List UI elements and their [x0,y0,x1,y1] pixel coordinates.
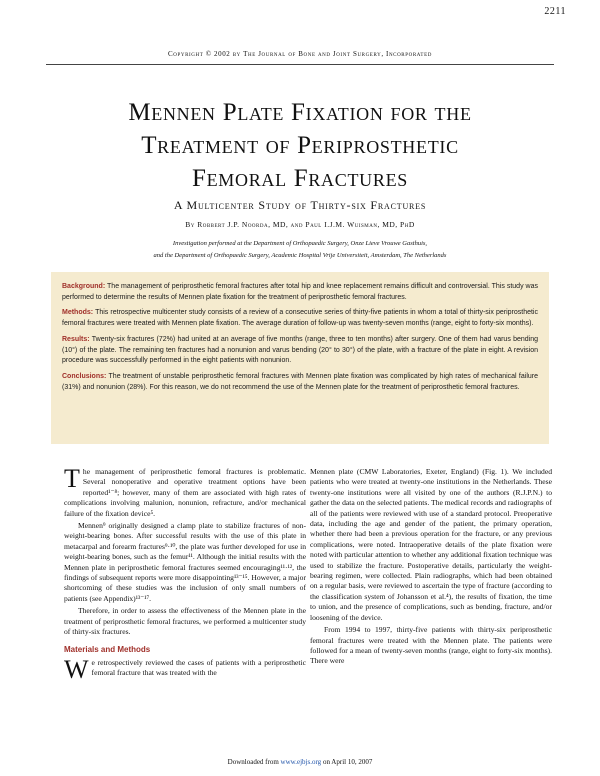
intro-paragraph-3: Therefore, in order to assess the effectiveness of the Mennen plate in the treatment of periprosthetic femoral fractures, we performed a multicenter study of thirty-six fractures. [64,606,306,637]
methods-paragraph-1 [64,654,306,684]
intro-paragraph-1-text: he management of periprosthetic femoral fractures is problematic. Several nonoperative and operative treatment options have been reported¹⁻⁸; however, many of them are associated with high rates of complications involving malunion, nonunion, refracture, and/or mechanical failure of the fixation device⁵. [64,467,306,518]
footer-suffix: on April 10, 2007 [321,758,373,766]
abstract-results-label: Results: [62,335,90,343]
author-line: By Robbert J.P. Noorda, MD, and Paul I.J.M. Wuisman, MD, PhD [185,220,415,229]
title-line-1: Mennen Plate Fixation for the [128,99,472,126]
methods-paragraph-2: From 1994 to 1997, thirty-five patients with thirty-six periprosthetic femoral fractures were treated with the Mennen plate. The patients were followed for a mean of twenty-seven months (range, eight to forty-six months). There were [310,625,552,666]
header-rule [46,64,554,65]
abstract-results [62,335,538,367]
affiliation [0,238,600,262]
intro-paragraph-1 [64,464,306,519]
abstract-background-text: The management of periprosthetic femoral fractures after total hip and knee replacement remains difficult and controversial. This study was performed to determine the results of Mennen plate fixation for the treatment of periprosthetic femoral fractures. [62,283,538,301]
intro-dropcap: T [64,464,80,493]
intro-paragraph-2: Mennen⁹ originally designed a clamp plate to stabilize fractures of non-weight-bearing bones. After successful results with the use of this plate in metacarpal and forearm fractures⁹·¹⁰, the plate was further developed for use in weight-bearing bones, such as the femur¹¹. Although the initial results with the Mennen plate in periprosthetic femoral fractures seemed encouraging¹¹·¹², the findings of subsequent reports were more disappointing¹³⁻¹⁵. However, a major shortcoming of these studies was the inclusion of only small numbers of patients (see Appendix)¹³⁻¹⁷. [64,521,306,603]
title-line-2: Treatment of Periprosthetic [141,132,459,159]
affiliation-line-1: Investigation performed at the Department of Orthopaedic Surgery, Onze Lieve Vrouwe Gasthuis, [172,240,428,247]
abstract-methods-label: Methods: [62,309,94,317]
methods-paragraph-1-continued: Mennen plate (CMW Laboratories, Exeter, England) (Fig. 1). We included patients who were treated at twenty-one institutions in the Netherlands. These twenty-one institutions were all visited by one of the authors (R.J.P.N.) to gather the data on the selected patients. The medical records and radiographs of all of the patients were reviewed with use of a standard protocol. Preoperative data, including the age and gender of the patient, the primary operation, whether there had been a previous operation for the fracture, or any previous complications, were noted. Intraoperative details of the plate fixation were noted with particular attention to whether any additional fixation technique was used to stabilize the fracture. Postoperative details, particularly the weight-bearing regimen, were collected. Plain radiographs, which had been obtained on a regular basis, were reviewed to ascertain the type of fracture (according to the classification system of Johansson et al.⁴), the results of fixation, the time to union, and the presence of complications, such as bending, fracture, and/or loosening of the device. [310,467,552,622]
page-number: 2211 [544,6,566,17]
title-line-3: Femoral Fractures [192,165,408,192]
abstract-conclusions [62,372,538,393]
article-subtitle: A Multicenter Study of Thirty-six Fractures [173,198,427,212]
methods-dropcap: W [64,654,89,684]
methods-paragraph-1-text: e retrospectively reviewed the cases of patients with a periprosthetic femoral fracture that was treated with the [91,657,306,678]
abstract-results-text: Twenty-six fractures (72%) had united at an average of five months (range, three to ten months) after surgery. One of them had varus bending (10°) of the plate. The remaining ten fractures had a nonunion and varus bending (20° to 30°) of the plate, with a fracture of the plate in eight. A revision procedure was successfully performed in the eight patients with nonunion. [62,335,538,365]
body-column-left [64,464,306,684]
section-heading-methods: Materials and Methods [64,644,151,654]
body-column-right [310,467,552,669]
abstract-methods [62,308,538,329]
footer-link[interactable]: www.ejbjs.org [280,758,322,766]
download-footer [0,758,600,766]
abstract-methods-text: This retrospective multicenter study consists of a review of a consecutive series of thirty-five patients in whom a total of thirty-six periprosthetic femoral fractures were treated with Mennen plate fixation. The average duration of follow-up was twenty-seven months (range, eight to forty-six months). [62,309,538,328]
article-title [0,96,600,195]
abstract-conclusions-text: The treatment of unstable periprosthetic femoral fractures with Mennen plate fixation was complicated by high rates of mechanical failure (31%) and nonunion (28%). For this reason, we do not recommend the use of the Mennen plate for the treatment of periprosthetic femoral fractures. [62,372,538,391]
affiliation-line-2: and the Department of Orthopaedic Surgery, Academic Hospital Vrije Universiteit, Amsterdam, The Netherlands [153,252,447,259]
copyright-notice: Copyright © 2002 by The Journal of Bone and Joint Surgery, Incorporated [168,50,432,58]
footer-prefix: Downloaded from [227,758,281,766]
abstract-conclusions-label: Conclusions: [62,372,107,380]
abstract-background [62,282,538,303]
abstract-box [51,272,549,444]
abstract-background-label: Background: [62,283,106,290]
